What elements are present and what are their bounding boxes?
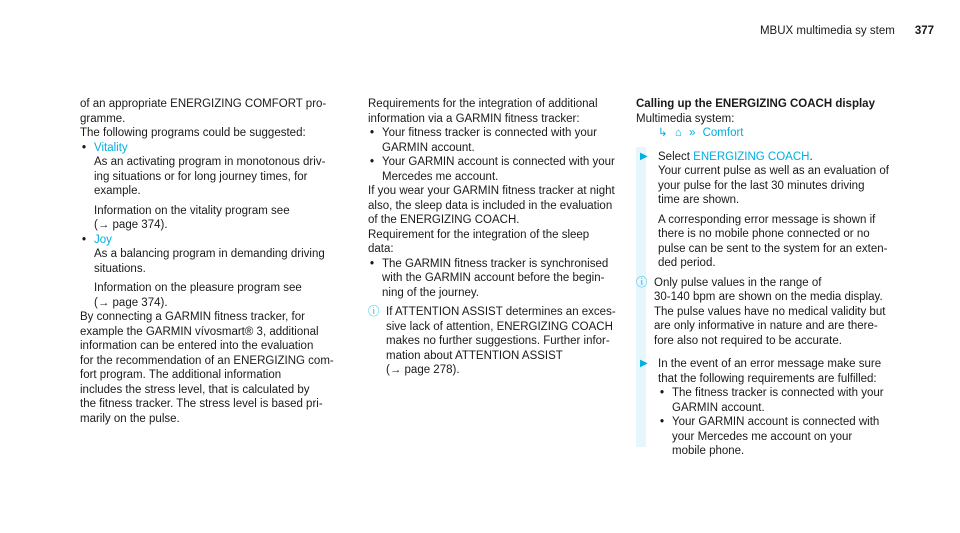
program-desc: ing situations or for long journey times, for [94, 170, 308, 183]
requirement-text: with the GARMIN account before the begin- [382, 272, 605, 284]
program-desc: example. [94, 185, 141, 197]
bullet-icon: • [82, 233, 87, 246]
requirement-text: GARMIN account. [382, 141, 475, 154]
pulse-note [636, 276, 936, 349]
requirement-text: Your GARMIN account is connected with [672, 416, 880, 428]
garmin-para: the fitness tracker. The stress level is based pri- [80, 398, 323, 410]
program-item-vitality [80, 141, 356, 233]
column-middle [368, 97, 632, 378]
step-text: time are shown. [658, 194, 740, 206]
bullet-icon: • [370, 257, 375, 270]
system-label: Multimedia system: [636, 112, 735, 125]
info-icon: ⓘ [636, 276, 648, 289]
garmin-para: information can be entered into the evaluation [80, 340, 314, 352]
note-text: mation about ATTENTION ASSIST [386, 349, 563, 362]
requirement-text: The fitness tracker is connected with your [672, 387, 884, 399]
requirement-text: GARMIN account. [672, 401, 765, 414]
step-text: that the following requirements are fulfilled: [658, 372, 877, 385]
step-text: In the event of an error message make sure [658, 358, 882, 370]
energizing-coach-link[interactable]: ENERGIZING COACH [693, 150, 810, 163]
step-text: Your current pulse as well as an evaluation of [658, 165, 889, 177]
note-text: Only pulse values in the range of [654, 276, 822, 289]
garmin-para: for the recommendation of an ENERGIZING com- [80, 354, 334, 367]
requirement-text: your Mercedes me account on your [672, 430, 853, 443]
bullet-icon: • [82, 141, 87, 154]
chevron-right-icon: » [689, 127, 696, 139]
program-info: Information on the pleasure program see [94, 282, 302, 294]
night-text: of the ENERGIZING COACH. [368, 214, 520, 226]
requirement-text: Mercedes me account. [382, 170, 499, 183]
garmin-para: fort program. The additional information [80, 369, 282, 381]
step-select-label: Select [658, 150, 690, 163]
requirements-intro: Requirements for the integration of additional [368, 98, 598, 110]
home-icon[interactable]: ⌂ [674, 127, 682, 139]
program-name[interactable]: Vitality [94, 141, 128, 154]
requirement-text: Your fitness tracker is connected with your [382, 127, 597, 139]
requirement-text: mobile phone. [672, 445, 745, 457]
sleep-requirement: Requirement for the integration of the sleep [368, 228, 590, 241]
error-text: pulse can be sent to the system for an exten- [658, 242, 888, 255]
bullet-icon: • [370, 127, 375, 139]
program-info-ref[interactable]: (→ page 374). [94, 296, 168, 309]
error-text: A corresponding error message is shown if [658, 213, 876, 226]
night-text: If you wear your GARMIN fitness tracker at night [368, 185, 615, 197]
nav-path [636, 126, 936, 141]
note-text: fore also not required to be accurate. [654, 334, 842, 347]
note-text: sive lack of attention, ENERGIZING COACH [386, 320, 613, 333]
requirement-item [368, 155, 632, 184]
requirements-intro: information via a GARMIN fitness tracker: [368, 112, 580, 125]
header-title: MBUX multimedia sy stem [759, 25, 895, 37]
night-text: also, the sleep data is included in the evaluation [368, 199, 613, 212]
garmin-para: marily on the pulse. [80, 412, 180, 425]
step-period: . [809, 150, 813, 163]
column-right [636, 97, 936, 459]
bullet-icon: • [660, 387, 665, 399]
requirement-item [658, 415, 936, 459]
garmin-para: example the GARMIN vívosmart® 3, additional [80, 325, 319, 338]
garmin-para: includes the stress level, that is calculated by [80, 383, 310, 396]
lead-line: The following programs could be suggested: [80, 127, 306, 139]
nav-comfort[interactable]: Comfort [702, 127, 744, 139]
page-header [760, 24, 934, 39]
note-ref[interactable]: (→ page 278). [386, 364, 460, 376]
requirement-item [368, 257, 632, 301]
program-desc: situations. [94, 262, 146, 275]
requirement-text: The GARMIN fitness tracker is synchronised [382, 257, 609, 270]
program-desc: As an activating program in monotonous driv- [94, 156, 326, 168]
program-item-joy [80, 233, 356, 311]
program-info: Information on the vitality program see [94, 204, 290, 217]
requirement-item [368, 126, 632, 155]
page-number: 377 [914, 25, 934, 37]
section-heading: Calling up the ENERGIZING COACH display [636, 98, 875, 110]
info-icon: ⓘ [368, 306, 380, 318]
note-text: The pulse values have no medical validity but [654, 305, 886, 318]
bullet-icon: • [370, 156, 375, 168]
bullet-icon: • [660, 416, 665, 428]
step-icon: ▶ [640, 358, 648, 369]
note-text: If ATTENTION ASSIST determines an exces- [386, 306, 616, 318]
intro-line: gramme. [80, 112, 126, 125]
garmin-para: By connecting a GARMIN fitness tracker, for [80, 311, 305, 323]
note-text: are only informative in nature and are there- [654, 320, 878, 332]
nav-arrow-icon: ↳ [658, 127, 668, 139]
note-text: 30-140 bpm are shown on the media display. [654, 291, 883, 303]
requirement-text: ning of the journey. [382, 286, 479, 299]
attention-note [368, 305, 632, 378]
note-text: makes no further suggestions. Further infor- [386, 335, 610, 347]
program-desc: As a balancing program in demanding driving [94, 248, 325, 260]
requirement-text: Your GARMIN account is connected with your [382, 156, 615, 168]
sleep-requirement: data: [368, 243, 394, 255]
intro-line: of an appropriate ENERGIZING COMFORT pro- [80, 98, 327, 110]
error-text: there is no mobile phone connected or no [658, 228, 870, 240]
program-info-ref[interactable]: (→ page 374). [94, 219, 168, 231]
step-select [636, 150, 936, 271]
step-text: your pulse for the last 30 minutes driving [658, 179, 865, 192]
requirement-item [658, 386, 936, 415]
step-error [636, 357, 936, 459]
column-left [80, 97, 356, 426]
program-name[interactable]: Joy [94, 233, 112, 246]
error-text: ded period. [658, 257, 716, 269]
step-icon: ▶ [640, 150, 648, 162]
